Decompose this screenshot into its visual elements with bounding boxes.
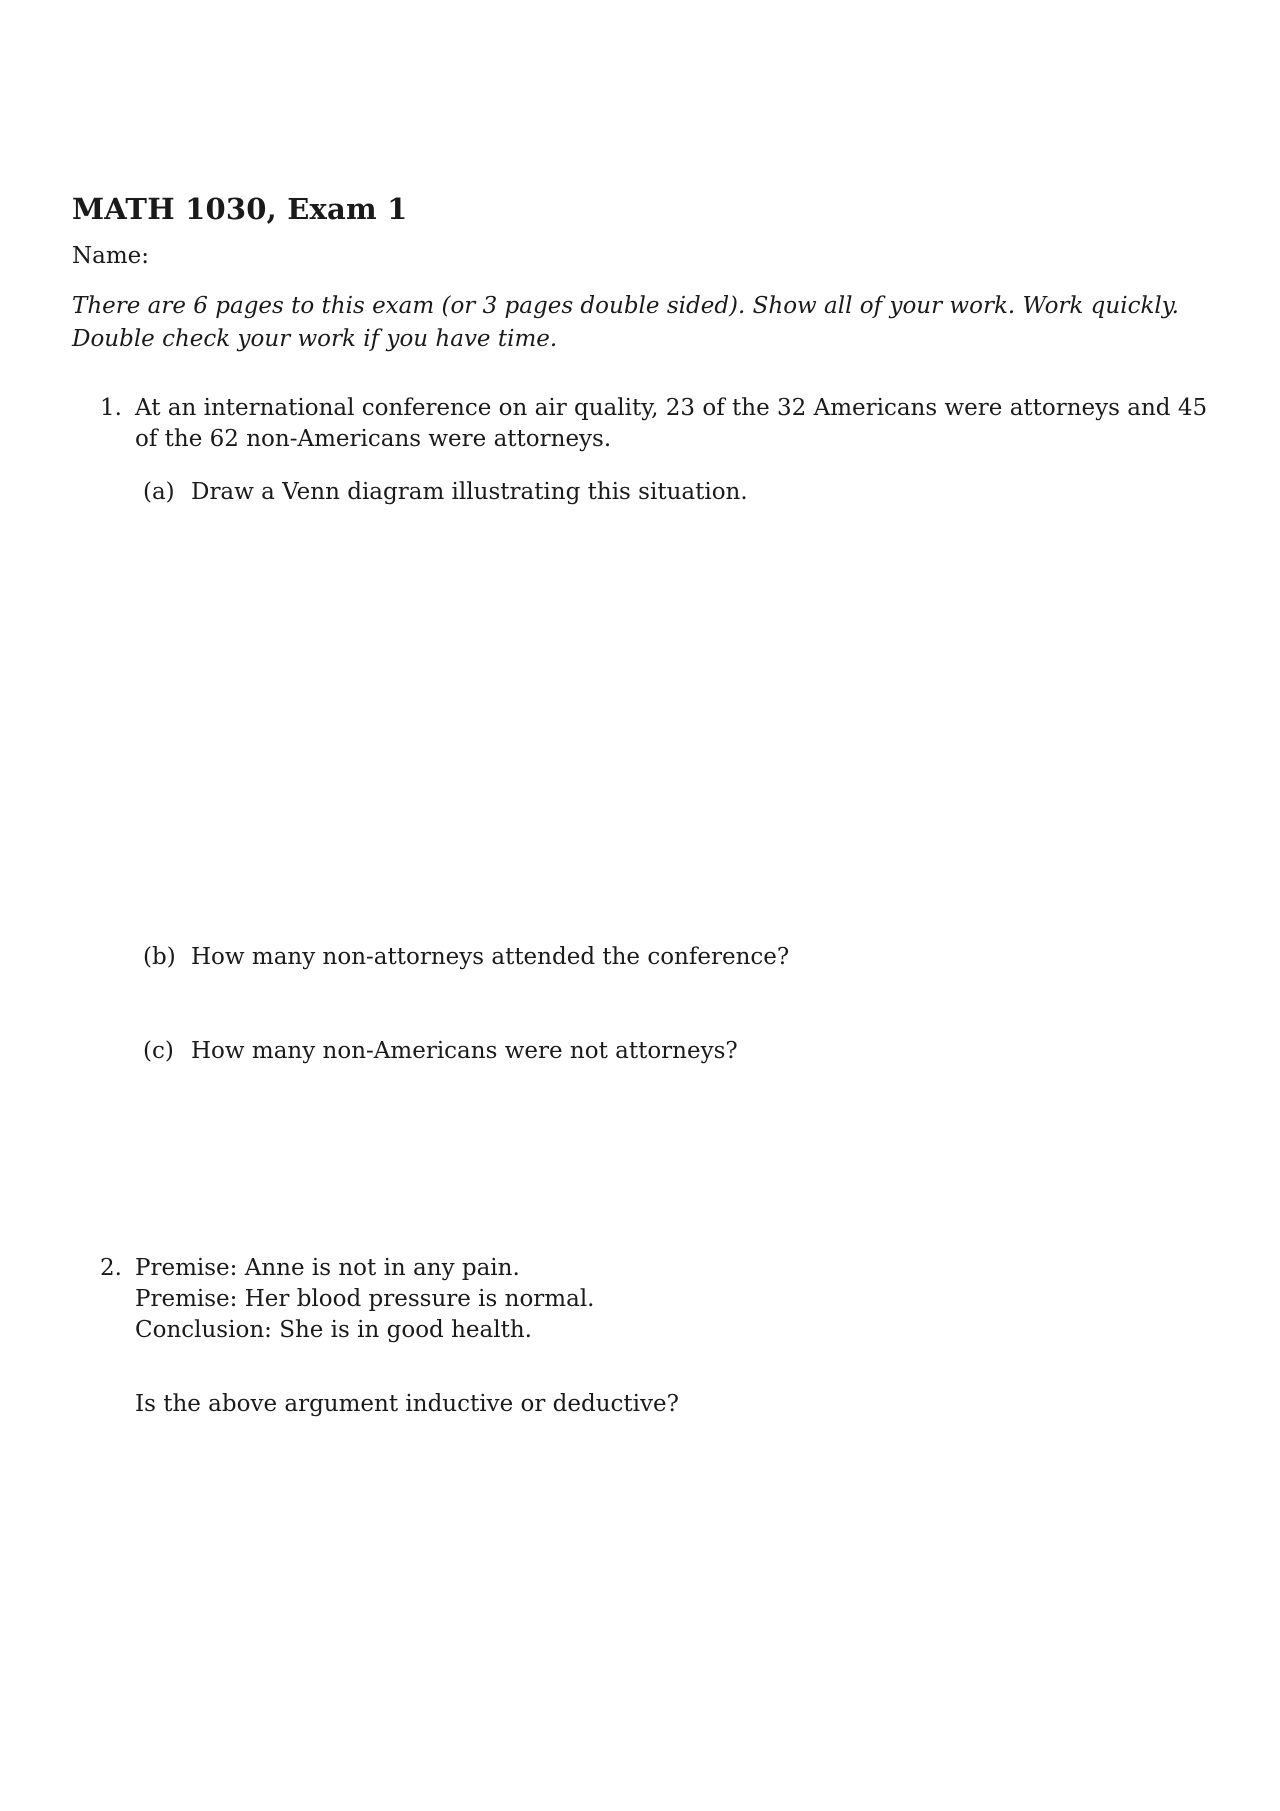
part-text: How many non-attorneys attended the conference? <box>191 944 790 970</box>
premise-line: Premise: Anne is not in any pain. <box>135 1255 520 1281</box>
premise-line: Premise: Her blood pressure is normal. <box>135 1286 595 1312</box>
part-text: How many non-Americans were not attorneys? <box>191 1038 738 1064</box>
argument-block <box>135 1253 594 1346</box>
part-label: (b) <box>143 944 176 970</box>
part-text: Draw a Venn diagram illustrating this situation. <box>191 479 748 505</box>
question-text: At an international conference on air quality, 23 of the 32 Americans were attorneys and 45 of the 62 non-Americans were attorneys. <box>135 395 1208 452</box>
name-label: Name: <box>72 243 150 269</box>
question-2-followup: Is the above argument inductive or deductive? <box>135 1391 679 1417</box>
exam-title: MATH 1030, Exam 1 <box>72 192 408 226</box>
conclusion-line: Conclusion: She is in good health. <box>135 1317 532 1343</box>
exam-instructions: There are 6 pages to this exam (or 3 pages double sided). Show all of your work. Work quickly. Double check your work if you have time. <box>72 293 1179 352</box>
part-label: (c) <box>143 1038 174 1064</box>
question-number: 1. <box>100 395 122 421</box>
part-label: (a) <box>143 479 175 505</box>
question-number: 2. <box>100 1255 122 1281</box>
